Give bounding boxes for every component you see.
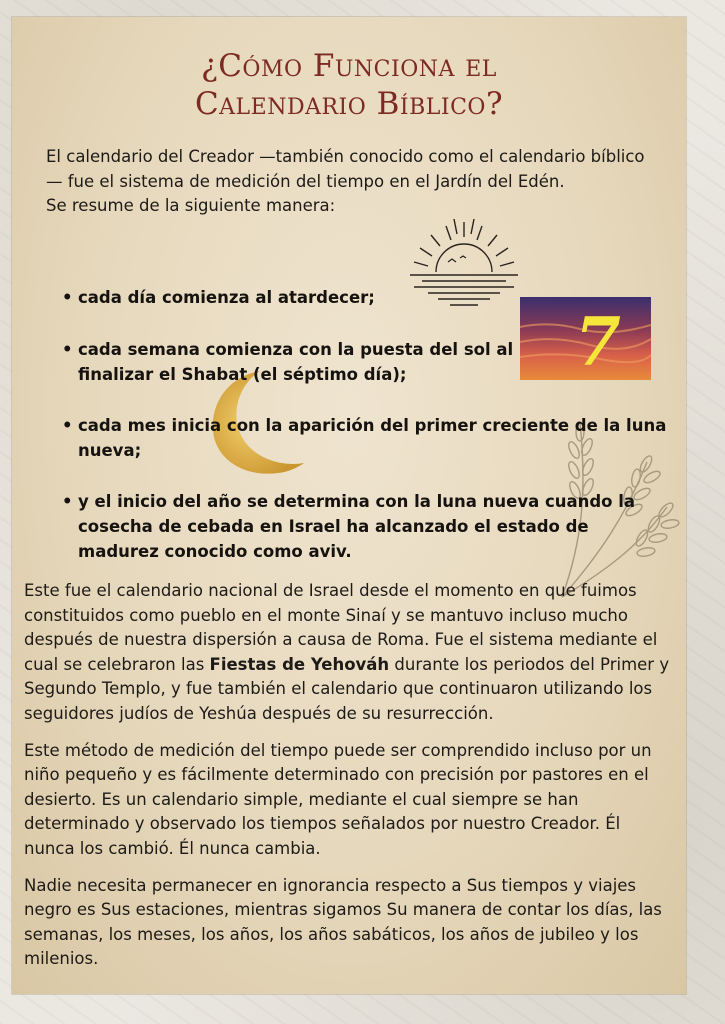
title-line-1: ¿Cómo Funciona el	[201, 48, 497, 84]
intro-paragraph: El calendario del Creador —también conocido como el calendario bíblico— fue el sistema de medición del tiempo en el Jardín del Edén.	[46, 147, 645, 191]
parchment-page	[12, 17, 686, 994]
body-p1-part1: Este fue el calendario nacional de Israel desde el momento en que fuimos constituidos como pueblo en el monte Sinaí y se mantuvo incluso mucho después de nuestra dispersión a causa de Roma. Fue el sistema mediante el cual se celebraron las	[24, 581, 658, 674]
bullet-month: • cada mes inicia con la aparición del primer creciente de la luna nueva;	[62, 413, 668, 463]
seven-numeral: 7	[575, 303, 621, 380]
feasts-of-yehovah: Fiestas de Yehováh	[209, 654, 390, 674]
sunset-icon	[404, 217, 524, 312]
shabbat-seven-image	[520, 297, 651, 380]
title-line-2: Calendario Bíblico?	[194, 86, 504, 122]
bullet-week: • cada semana comienza con la puesta del sol al finalizar el Shabat (el séptimo día);	[62, 337, 518, 387]
body-paragraph-2: Este método de medición del tiempo puede ser comprendido incluso por un niño pequeño y es fácilmente determinado con precisión por pastores en el desierto. Es un calendario simple, mediante el cual siempre se han determinado y observado los tiempos señalados por nuestro Creador. Él nunca los cambió. Él nunca cambia.	[24, 740, 652, 858]
page-title	[12, 47, 686, 123]
bullet-day: • cada día comienza al atardecer;	[62, 285, 375, 310]
body-p1-part2: durante los periodos del Primer y Segundo Templo, y fue también el calendario que continuaron utilizando los seguidores judíos de Yeshúa después de su resurrección.	[24, 654, 670, 723]
intro-section	[46, 145, 646, 219]
body-paragraph-3: Nadie necesita permanecer en ignorancia respecto a Sus tiempos y viajes negro es Sus estaciones, mientras sigamos Su manera de contar los días, las semanas, los meses, los años, los años sabáticos, los años de jubileo y los milenios.	[24, 875, 662, 969]
bullet-year: • y el inicio del año se determina con la luna nueva cuando la cosecha de cebada en Israel ha alcanzado el estado de madurez conocido como aviv.	[62, 489, 668, 564]
body-paragraph-1	[24, 579, 674, 727]
summary-line: Se resume de la siguiente manera:	[46, 196, 336, 215]
body-section	[24, 579, 674, 984]
